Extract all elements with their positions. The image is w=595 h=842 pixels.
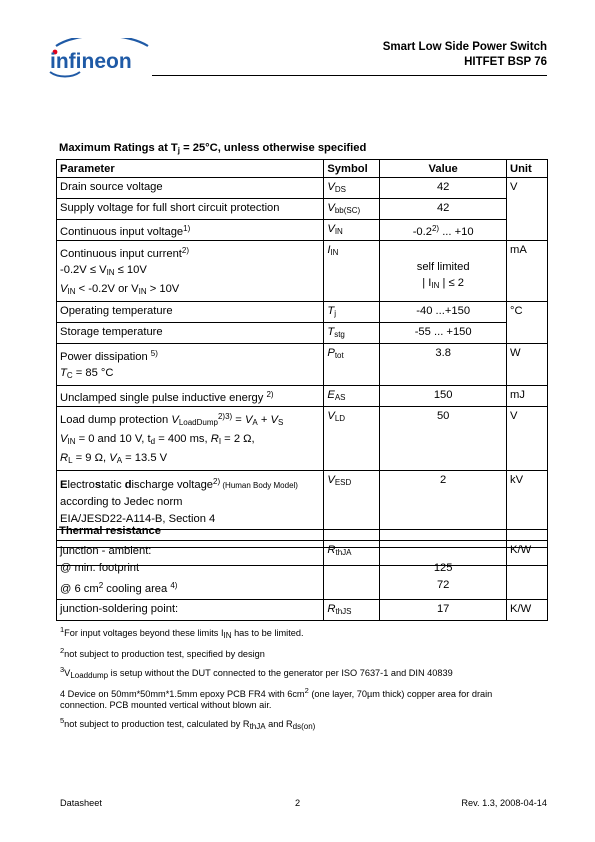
- document-title: [383, 40, 547, 70]
- symbol-cell: $V_{bb(SC)}$: [324, 199, 380, 220]
- value-cell: self limited | $I_{IN}$ | ≤ 2: [380, 241, 507, 302]
- thermal-title: Thermal resistance: [59, 525, 161, 537]
- symbol-cell: $V_{IN}$: [324, 220, 380, 241]
- col-unit: Unit: [507, 160, 548, 178]
- table-row: [57, 323, 548, 344]
- thermal-table: [56, 540, 548, 621]
- footer-page-number: 2: [295, 798, 301, 808]
- col-value: Value: [380, 160, 507, 178]
- symbol-cell: $T_{stg}$: [324, 323, 380, 344]
- unit-cell: W: [507, 344, 548, 386]
- col-parameter: Parameter: [57, 160, 324, 178]
- footnotes: [60, 624, 550, 732]
- table-row: [57, 241, 548, 302]
- unit-cell: V: [507, 178, 548, 241]
- header-rule: [152, 75, 547, 76]
- symbol-cell: $E_{AS}$: [324, 386, 380, 407]
- table-header-row: [57, 160, 548, 178]
- table-row: [57, 344, 548, 386]
- thermal-section: [56, 524, 548, 621]
- unit-cell: °C: [507, 302, 548, 344]
- value-cell: 150: [380, 386, 507, 407]
- footnote-3: $^3V_{Loaddump}$ is setup without the DUT connected to the generator per ISO 7637-1 and DIN 40839: [60, 665, 453, 680]
- logo-wordmark: infineon: [50, 50, 132, 73]
- param-cell: Continuous input current$^{2)}$ $-0.2V \le V_{IN} \le 10V$ $V_{IN} < -0.2V$ or $V_{IN} > 10V$: [57, 241, 324, 302]
- footer-doc-type: Datasheet: [60, 798, 102, 808]
- value-cell: 42: [380, 178, 507, 199]
- footnote-1: $^1$For input voltages beyond these limits $I_{IN}$ has to be limited.: [60, 625, 304, 640]
- param-cell: Operating temperature: [57, 302, 324, 323]
- table-row: [57, 178, 548, 199]
- symbol-cell: $T_j$: [324, 302, 380, 323]
- value-cell: 42: [380, 199, 507, 220]
- symbol-cell: $P_{tot}$: [324, 344, 380, 386]
- param-cell: Unclamped single pulse inductive energy $^{2)}$: [57, 386, 324, 407]
- unit-cell: kV: [507, 471, 548, 530]
- value-cell: 50: [380, 407, 507, 471]
- param-cell: Drain source voltage: [57, 178, 324, 199]
- param-cell: Continuous input voltage$^{1)}$: [57, 220, 324, 241]
- symbol-cell: $R_{thJS}$: [324, 600, 380, 621]
- table-row: [57, 471, 548, 530]
- symbol-cell: $V_{DS}$: [324, 178, 380, 199]
- symbol-cell: $I_{IN}$: [324, 241, 380, 302]
- value-cell: -40 ...+150: [380, 302, 507, 323]
- footnote-4: 4 Device on 50mm*50mm*1.5mm epoxy PCB FR4 with $6cm^2$ (one layer, 70µm thick) copper area for drain connection. PCB mounted vertical without blown air.: [60, 686, 493, 710]
- param-cell: Load dump protection $V_{LoadDump}^{2)3)} = V_A + V_S$ $V_{IN} = 0$ and 10 V, $t_d = 400$ ms, $R_I = 2$ Ω, $R_L = 9$ Ω, $V_A = 13.5$ V: [57, 407, 324, 471]
- max-ratings-section: [56, 141, 548, 566]
- table-row: [57, 302, 548, 323]
- value-cell: 17: [380, 600, 507, 621]
- max-ratings-title: Maximum Ratings at $T_j = 25^\circ C$, unless otherwise specified: [59, 142, 367, 155]
- param-cell: Electrostatic discharge voltage$^{2)}$ (Human Body Model) according to Jedec norm EIA/JESD22-A114-B, Section 4: [57, 471, 324, 530]
- footer-revision: Rev. 1.3, 2008-04-14: [461, 798, 547, 808]
- symbol-cell: $V_{LD}$: [324, 407, 380, 471]
- param-cell: Power dissipation $^{5)}$ $T_C = 85$ °C: [57, 344, 324, 386]
- value-cell: 3.8: [380, 344, 507, 386]
- param-cell: junction-soldering point:: [57, 600, 324, 621]
- title-line-2: HITFET BSP 76: [464, 56, 547, 68]
- value-cell: -55 ... +150: [380, 323, 507, 344]
- param-cell: Storage temperature: [57, 323, 324, 344]
- unit-cell: V: [507, 407, 548, 471]
- param-cell: junction - ambient: @ min. footprint @ 6 $cm^2$ cooling area $^{4)}$: [57, 541, 324, 600]
- title-line-1: Smart Low Side Power Switch: [382, 41, 547, 53]
- unit-cell: K/W: [507, 600, 548, 621]
- value-cell: 125 72: [380, 541, 507, 600]
- col-symbol: Symbol: [324, 160, 380, 178]
- value-cell: -0.2$^{2)}$ ... +10: [380, 220, 507, 241]
- table-row: [57, 407, 548, 471]
- footnote-5: $^5$not subject to production test, calculated by $R_{thJA}$ and $R_{ds(on)}$: [60, 716, 316, 731]
- table-row: [57, 541, 548, 600]
- symbol-cell: $V_{ESD}$: [324, 471, 380, 530]
- footnote-2: $^2$not subject to production test, specified by design: [60, 646, 265, 659]
- param-cell: Supply voltage for full short circuit protection: [57, 199, 324, 220]
- table-row: [57, 199, 548, 220]
- unit-cell: mA: [507, 241, 548, 302]
- symbol-cell: $R_{thJA}$: [324, 541, 380, 600]
- table-row: [57, 600, 548, 621]
- max-ratings-table: [56, 159, 548, 566]
- value-cell: 2: [380, 471, 507, 530]
- unit-cell: mJ: [507, 386, 548, 407]
- unit-cell: K/W: [507, 541, 548, 600]
- table-row: [57, 220, 548, 241]
- table-row: [57, 386, 548, 407]
- infineon-logo: [46, 38, 150, 78]
